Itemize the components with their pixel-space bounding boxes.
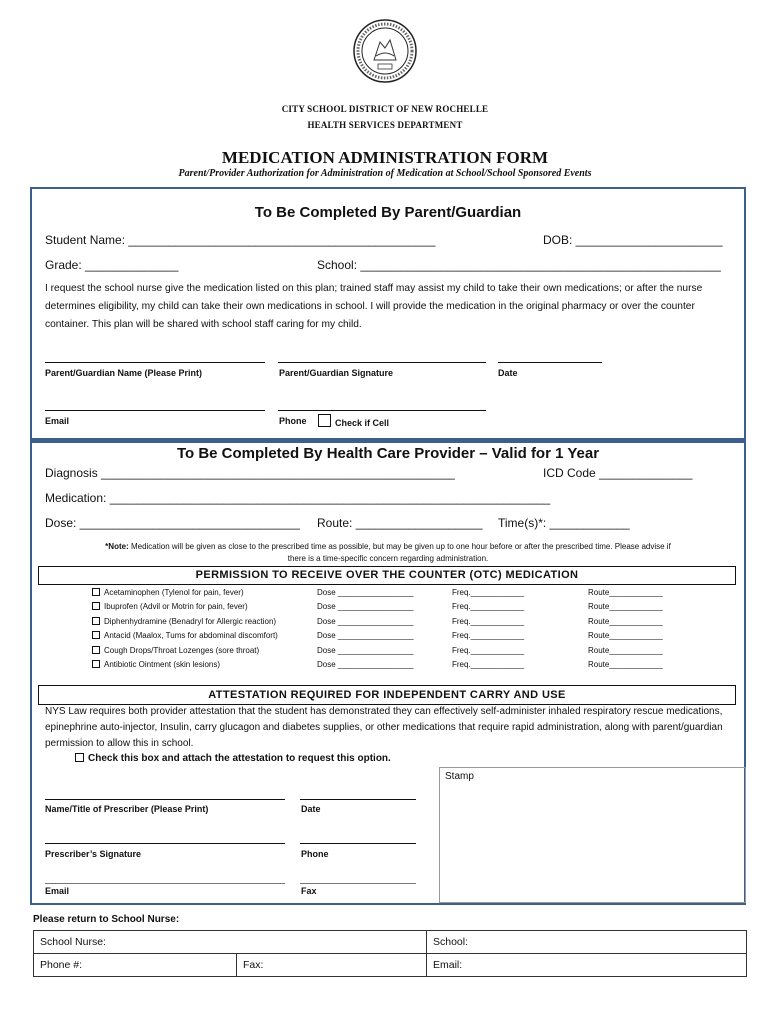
otc-route-field[interactable] [588, 646, 663, 655]
otc-dose-field-text: Dose _________________ [317, 616, 414, 626]
otc-route-field[interactable] [588, 617, 663, 626]
otc-medication-option-text: Antibiotic Ointment (skin lesions) [104, 660, 221, 669]
otc-freq-field-text: Freq.____________ [452, 616, 525, 626]
note-text: Medication will be given as close to the prescribed time as possible, but may be given up to one hour before or after the prescribed time. Please advise if [128, 542, 671, 551]
otc-route-field-text: Route____________ [588, 588, 663, 597]
parent-name-line[interactable] [45, 362, 265, 363]
otc-medication-option[interactable] [92, 646, 259, 655]
otc-route-field[interactable] [588, 588, 663, 597]
otc-freq-field-text: Freq.____________ [452, 645, 525, 655]
otc-medication-option[interactable] [92, 602, 248, 611]
checkbox-icon[interactable] [92, 660, 100, 668]
otc-freq-field-text: Freq.____________ [452, 602, 525, 612]
attestation-checkbox-label: Check this box and attach the attestation to request this option. [88, 753, 391, 764]
otc-freq-field-text: Freq.____________ [452, 631, 525, 641]
attestation-checkbox-icon[interactable] [75, 753, 84, 762]
attestation-paragraph: NYS Law requires both provider attestation that the student has demonstrated they can effectively self-administer inhaled respiratory rescue medications, epinephrine auto-injector, Insulin, carry glucagon and diabetes supplies, or other medications that require rapid administration, along with parent/guardian permission to allow this in school. [45, 706, 723, 749]
parent-date-line[interactable] [498, 362, 602, 363]
parent-email-label: Email [45, 416, 70, 426]
otc-route-field[interactable] [588, 631, 663, 640]
stamp-box[interactable] [439, 767, 746, 903]
otc-dose-field[interactable] [317, 646, 414, 655]
prescriber-email-label: Email [45, 886, 70, 896]
otc-medication-option-text: Diphenhydramine (Benadryl for Allergic reaction) [104, 616, 277, 626]
school-nurse-cell[interactable]: School Nurse: [34, 931, 427, 954]
district-seal [352, 18, 418, 84]
diagnosis-field[interactable]: Diagnosis _____________________________________________________ [45, 466, 455, 480]
return-email-cell[interactable]: Email: [427, 954, 747, 977]
parent-phone-label: Phone [279, 416, 307, 426]
prescriber-email-line[interactable] [45, 883, 285, 884]
otc-freq-field[interactable] [452, 588, 524, 597]
otc-medication-option[interactable] [92, 617, 276, 626]
prescriber-date-label: Date [301, 804, 321, 814]
checkbox-icon[interactable] [92, 602, 100, 610]
otc-route-field[interactable] [588, 602, 663, 611]
prescriber-signature-label: Prescriber’s Signature [45, 849, 142, 859]
table-row [34, 954, 747, 977]
times-field[interactable]: Time(s)*: ____________ [498, 516, 630, 530]
note-label: *Note: [105, 542, 129, 551]
otc-freq-field[interactable] [452, 602, 524, 611]
checkbox-icon[interactable] [92, 588, 100, 596]
otc-freq-field[interactable] [452, 660, 524, 669]
prescriber-fax-label: Fax [301, 886, 317, 896]
check-if-cell[interactable] [318, 414, 389, 428]
parent-phone-line[interactable] [278, 410, 486, 411]
otc-heading-bar: PERMISSION TO RECEIVE OVER THE COUNTER (OTC) MEDICATION [38, 566, 736, 585]
grade-field[interactable]: Grade: ______________ [45, 258, 179, 272]
otc-medication-option-text: Ibuprofen (Advil or Motrin for pain, fever) [104, 602, 248, 612]
stamp-label: Stamp [445, 771, 474, 782]
prescriber-fax-line[interactable] [300, 883, 416, 884]
route-field[interactable]: Route: ___________________ [317, 516, 483, 530]
otc-medication-option-text: Cough Drops/Throat Lozenges (sore throat) [104, 645, 260, 655]
school-field[interactable]: School: ______________________________________________________ [317, 258, 721, 272]
return-table [33, 930, 747, 977]
dose-field[interactable]: Dose: _________________________________ [45, 516, 300, 530]
otc-route-field-text: Route____________ [588, 645, 663, 655]
prescriber-name-line[interactable] [45, 799, 285, 800]
form-title: MEDICATION ADMINISTRATION FORM [221, 148, 549, 167]
otc-dose-field-text: Dose _________________ [317, 645, 414, 655]
prescriber-name-label: Name/Title of Prescriber (Please Print) [45, 804, 209, 814]
otc-freq-field-text: Freq.____________ [452, 588, 525, 597]
checkbox-icon[interactable] [318, 414, 331, 427]
otc-route-field-text: Route____________ [588, 602, 663, 612]
otc-freq-field[interactable] [452, 617, 524, 626]
otc-freq-field[interactable] [452, 631, 524, 640]
parent-signature-label: Parent/Guardian Signature [279, 368, 394, 378]
district-name: CITY SCHOOL DISTRICT OF NEW ROCHELLE [281, 104, 489, 114]
prescriber-signature-line[interactable] [45, 843, 285, 844]
form-subtitle: Parent/Provider Authorization for Administration of Medication at School/School Sponsored Events [178, 168, 592, 179]
otc-dose-field[interactable] [317, 660, 414, 669]
otc-freq-field[interactable] [452, 646, 524, 655]
otc-dose-field-text: Dose _________________ [317, 588, 414, 597]
parent-date-label: Date [498, 368, 518, 378]
otc-dose-field[interactable] [317, 617, 414, 626]
otc-medication-option-text: Acetaminophen (Tylenol for pain, fever) [104, 588, 244, 597]
return-phone-cell[interactable]: Phone #: [34, 954, 237, 977]
return-heading: Please return to School Nurse: [33, 914, 180, 925]
parent-consent-paragraph: I request the school nurse give the medication listed on this plan; trained staff may assist my child to take their own medications; or after the nurse determines eligibility, my child can take their own medications in school. I will provide the medication in the original pharmacy or over the counter container. This plan will be shared with school staff caring for my child. [45, 283, 703, 330]
prescriber-phone-label: Phone [301, 849, 329, 859]
otc-medication-option-text: Antacid (Maalox, Tums for abdominal discomfort) [104, 631, 278, 641]
otc-dose-field-text: Dose _________________ [317, 631, 414, 641]
provider-section-heading: To Be Completed By Health Care Provider – Valid for 1 Year [176, 445, 600, 462]
otc-route-field[interactable] [588, 660, 663, 669]
otc-freq-field-text: Freq.____________ [452, 660, 525, 669]
parent-name-label: Parent/Guardian Name (Please Print) [45, 368, 203, 378]
otc-medication-option[interactable] [92, 631, 278, 640]
attestation-checkbox-row[interactable] [75, 753, 391, 764]
return-fax-cell[interactable]: Fax: [237, 954, 427, 977]
otc-dose-field[interactable] [317, 631, 414, 640]
table-row [34, 931, 747, 954]
administration-note [30, 542, 746, 551]
otc-dose-field-text: Dose _________________ [317, 602, 414, 612]
medication-field[interactable]: Medication: __________________________________________________________________ [45, 491, 551, 505]
otc-route-field-text: Route____________ [588, 631, 663, 641]
administration-note-line2: there is a time-specific concern regarding administration. [287, 554, 489, 563]
otc-route-field-text: Route____________ [588, 616, 663, 626]
check-if-cell-label: Check if Cell [335, 418, 390, 428]
dob-field[interactable]: DOB: ______________________ [543, 233, 723, 247]
return-school-cell[interactable]: School: [427, 931, 747, 954]
otc-dose-field[interactable] [317, 588, 414, 597]
otc-medication-option[interactable] [92, 660, 220, 669]
prescriber-date-line[interactable] [300, 799, 416, 800]
checkbox-icon[interactable] [92, 631, 100, 639]
parent-section-heading: To Be Completed By Parent/Guardian [254, 204, 522, 221]
otc-dose-field[interactable] [317, 602, 414, 611]
parent-email-line[interactable] [45, 410, 265, 411]
parent-signature-line[interactable] [278, 362, 486, 363]
otc-route-field-text: Route____________ [588, 660, 663, 669]
attestation-heading-bar: ATTESTATION REQUIRED FOR INDEPENDENT CARRY AND USE [38, 685, 736, 705]
prescriber-phone-line[interactable] [300, 843, 416, 844]
department-name: HEALTH SERVICES DEPARTMENT [307, 120, 463, 130]
otc-medication-option[interactable] [92, 588, 244, 597]
otc-dose-field-text: Dose _________________ [317, 660, 414, 669]
icd-code-field[interactable]: ICD Code ______________ [543, 466, 693, 480]
student-name-field[interactable]: Student Name: ______________________________________________ [45, 233, 436, 247]
checkbox-icon[interactable] [92, 646, 100, 654]
checkbox-icon[interactable] [92, 617, 100, 625]
